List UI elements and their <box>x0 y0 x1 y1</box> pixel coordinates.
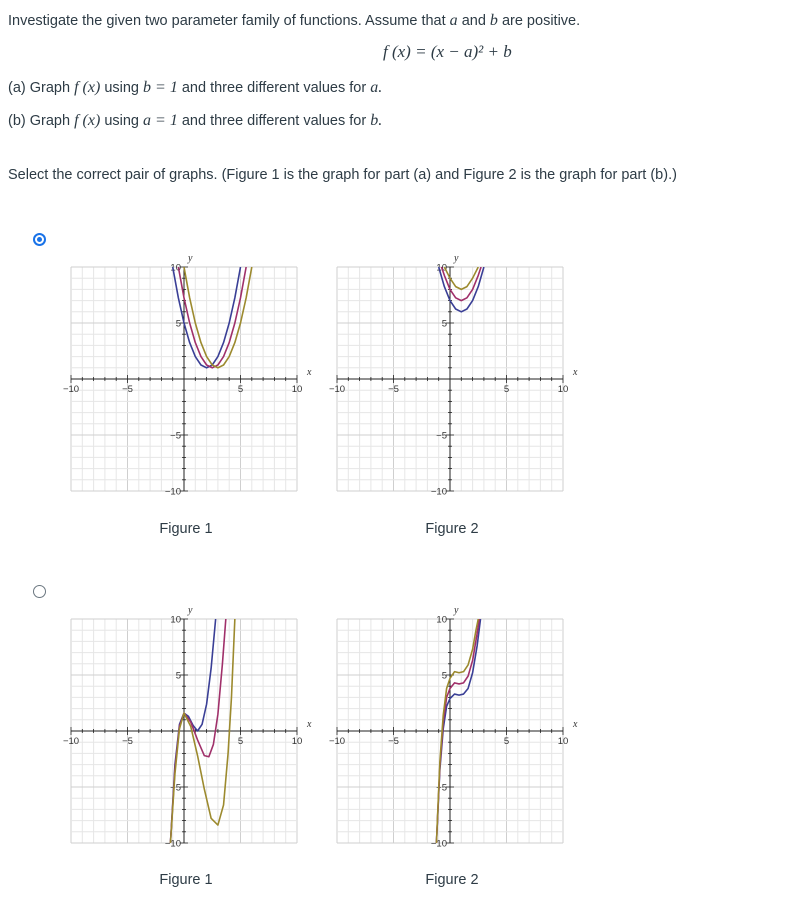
formula: f (x) = (x − a)² + b <box>383 42 512 61</box>
x-tick-label: 10 <box>291 736 303 747</box>
y-tick-label: 10 <box>170 262 181 274</box>
question-intro: Investigate the given two parameter family of functions. Assume that a and b are positive. <box>8 12 581 29</box>
y-axis-label: y <box>454 605 459 616</box>
option-2-figure-1-label: Figure 1 <box>159 872 213 888</box>
x-tick-label: −10 <box>62 384 80 395</box>
var-a: a <box>449 12 458 29</box>
option-1-radio[interactable] <box>33 233 46 246</box>
option-2-figure-1-chart <box>60 592 320 862</box>
y-tick-label: −5 <box>436 430 447 442</box>
x-tick-label: −5 <box>122 736 133 747</box>
y-tick-label: −5 <box>170 782 181 794</box>
x-tick-label: 5 <box>503 736 510 747</box>
y-axis-label: y <box>454 253 459 264</box>
series-line-2 <box>175 267 246 368</box>
y-tick-label: −10 <box>430 838 447 850</box>
x-axis-label: x <box>573 367 578 378</box>
y-tick-label: 5 <box>175 318 181 330</box>
option-1-figure-2-label: Figure 2 <box>425 521 479 537</box>
x-tick-label: 5 <box>237 384 244 395</box>
x-tick-label: 10 <box>557 384 569 395</box>
x-tick-label: 5 <box>237 736 244 747</box>
option-1-figure-1-chart <box>60 240 320 510</box>
y-tick-label: −5 <box>436 782 447 794</box>
part-a-text: (a) Graph f (x) using b = 1 and three different values for a. <box>8 79 383 96</box>
option-1-figure-2-chart <box>326 240 586 510</box>
y-axis-label: y <box>188 253 193 264</box>
x-axis-label: x <box>573 719 578 730</box>
y-tick-label: 5 <box>175 670 181 682</box>
y-tick-label: −10 <box>164 838 181 850</box>
x-tick-label: −10 <box>62 736 80 747</box>
option-2-figure-2-label: Figure 2 <box>425 872 479 888</box>
option-1-figure-1-label: Figure 1 <box>159 521 213 537</box>
x-tick-label: 10 <box>557 736 569 747</box>
instruction-text: Select the correct pair of graphs. (Figure 1 is the graph for part (a) and Figure 2 is the graph for part (b).) <box>8 167 677 183</box>
y-tick-label: 10 <box>170 614 181 626</box>
x-tick-label: 10 <box>291 384 303 395</box>
y-tick-label: 10 <box>436 262 447 274</box>
x-tick-label: −10 <box>328 736 346 747</box>
var-b: b <box>489 12 498 29</box>
x-tick-label: −10 <box>328 384 346 395</box>
option-2-radio[interactable] <box>33 585 46 598</box>
y-tick-label: 5 <box>441 318 447 330</box>
y-tick-label: −10 <box>164 486 181 498</box>
x-tick-label: −5 <box>122 384 133 395</box>
part-b-text: (b) Graph f (x) using a = 1 and three different values for b. <box>8 112 383 129</box>
x-tick-label: 5 <box>503 384 510 395</box>
x-axis-label: x <box>307 719 312 730</box>
y-tick-label: −5 <box>170 430 181 442</box>
y-tick-label: 10 <box>436 614 447 626</box>
y-tick-label: −10 <box>430 486 447 498</box>
x-axis-label: x <box>307 367 312 378</box>
option-2-figure-2-chart <box>326 592 586 862</box>
x-tick-label: −5 <box>388 384 399 395</box>
y-axis-label: y <box>188 605 193 616</box>
y-tick-label: 5 <box>441 670 447 682</box>
x-tick-label: −5 <box>388 736 399 747</box>
series-group <box>173 267 252 368</box>
